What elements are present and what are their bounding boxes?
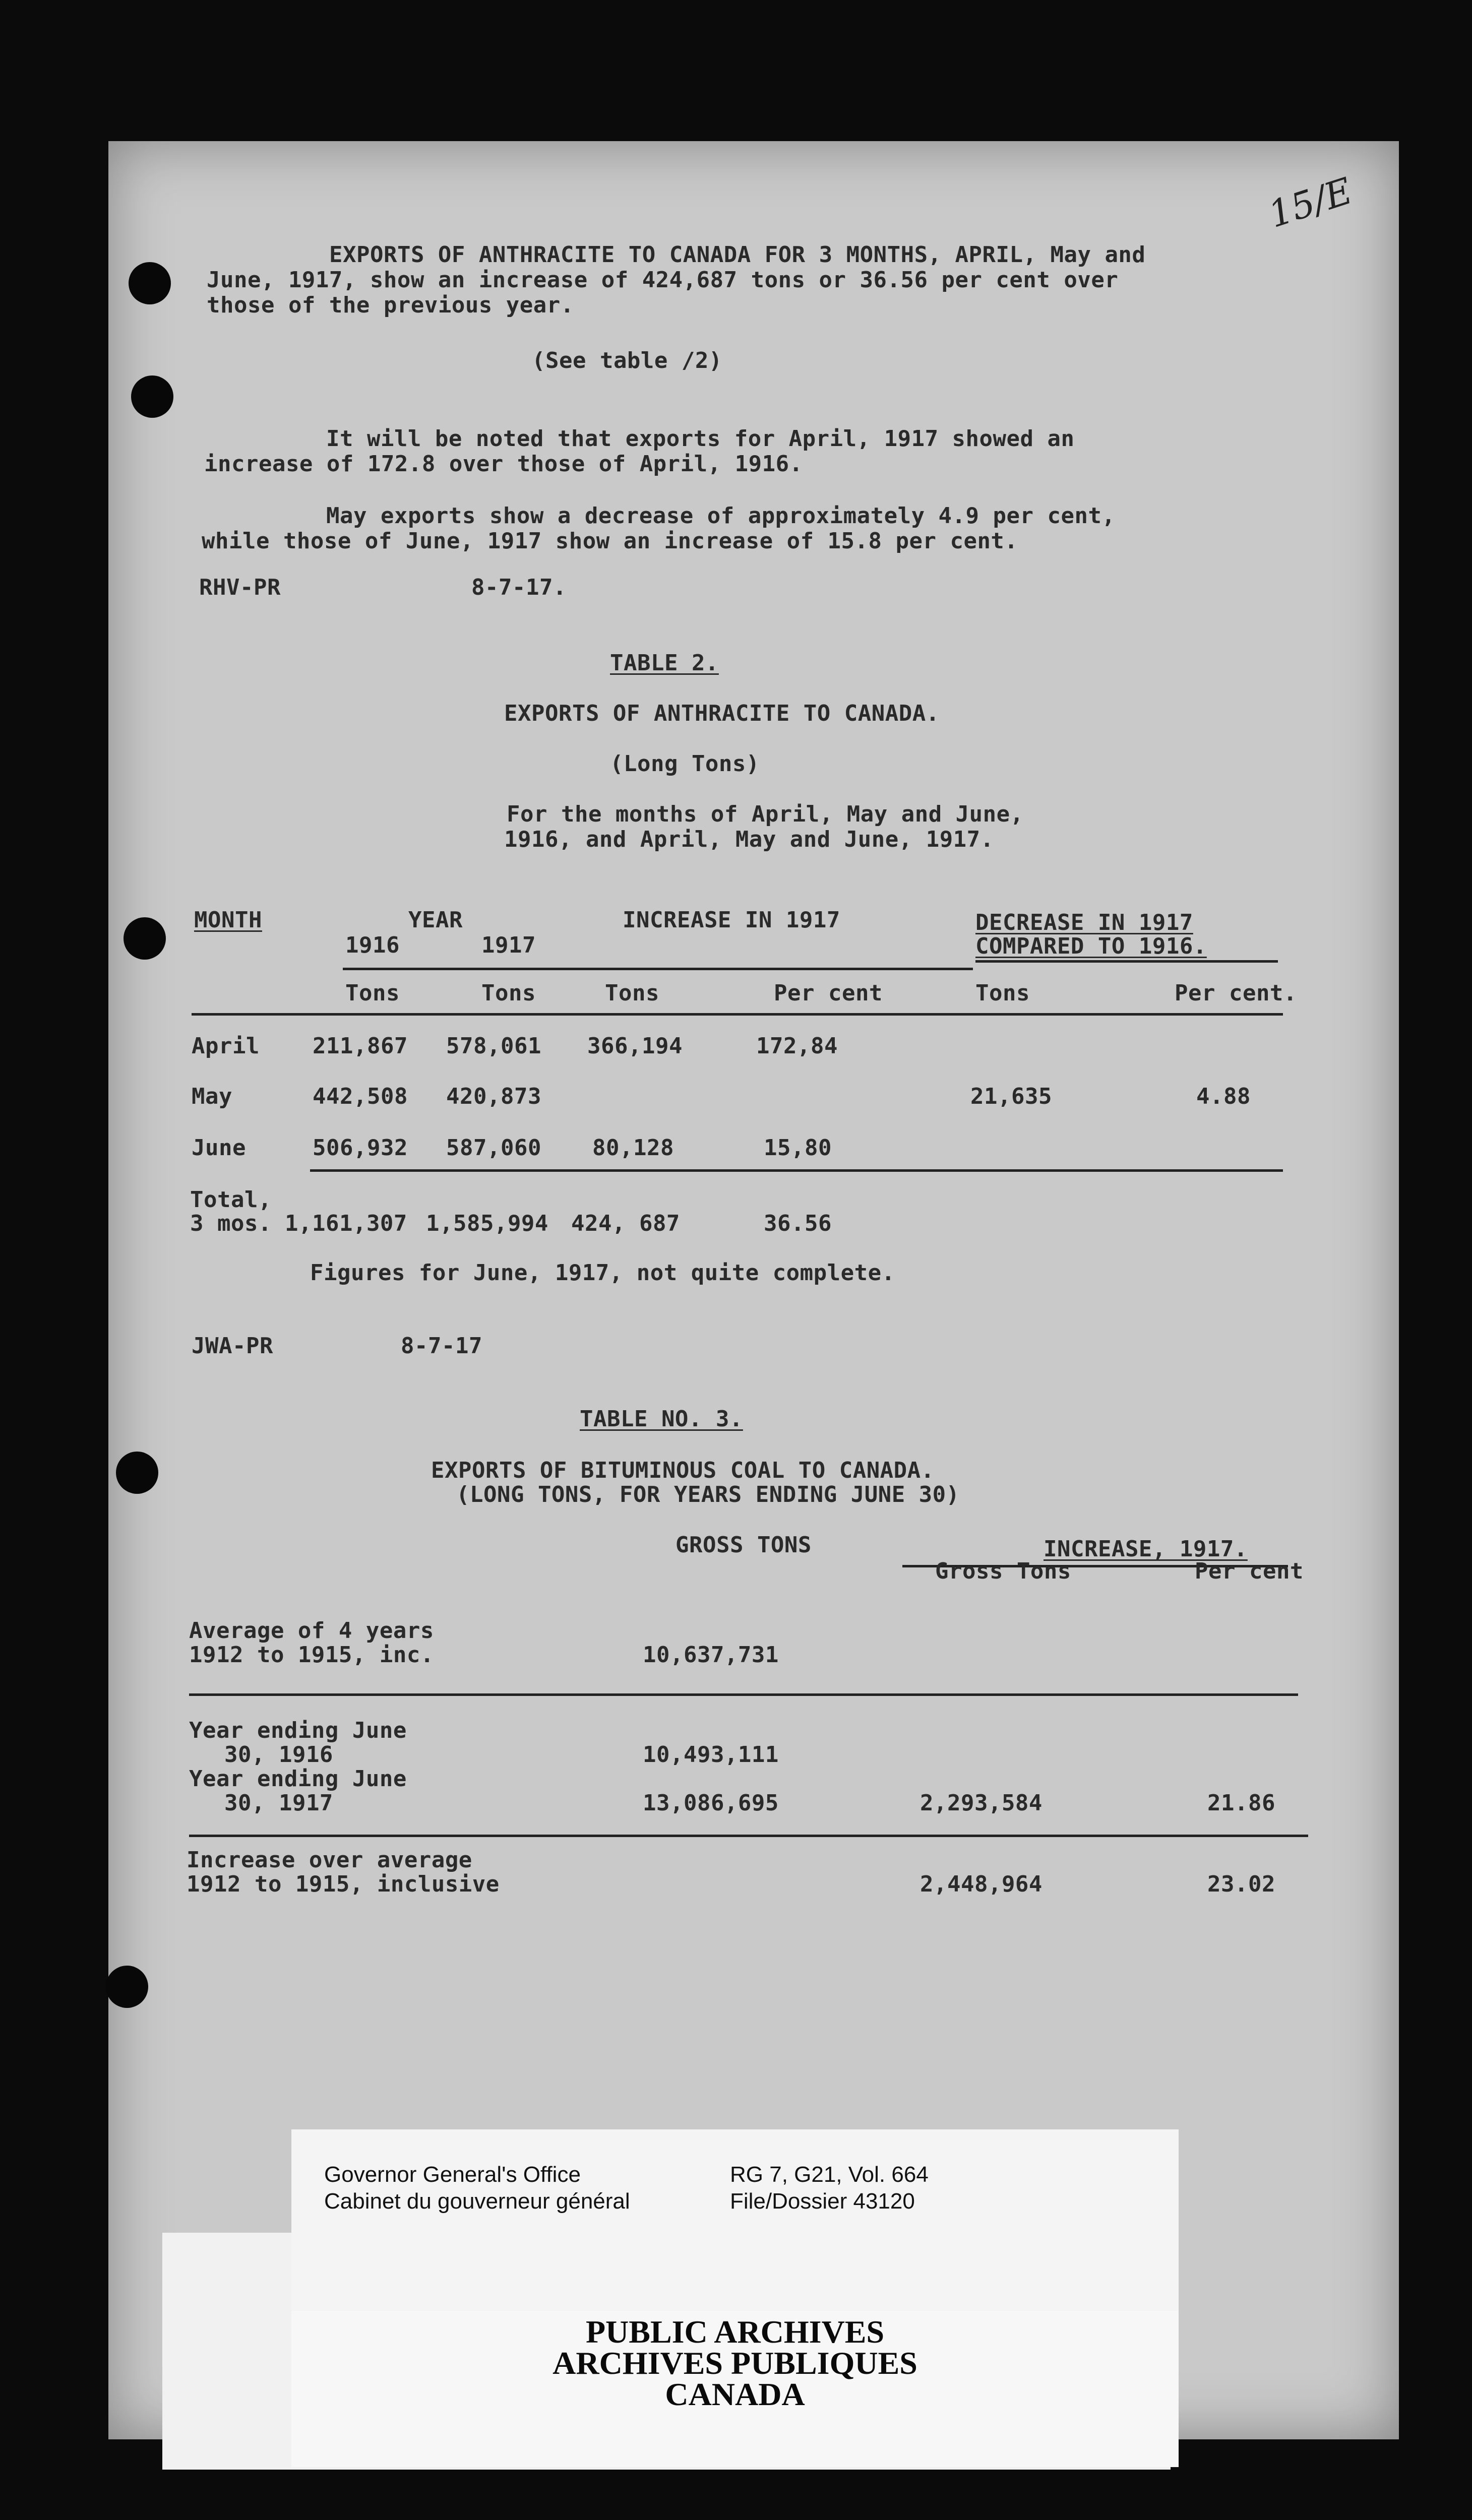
row-1916-label-1: Year ending June bbox=[189, 1718, 407, 1743]
col-head-1916: 1916 bbox=[345, 932, 400, 958]
row-june-month: June bbox=[192, 1135, 246, 1161]
subhead-tons-1917: Tons bbox=[481, 980, 536, 1006]
row-april-1916: 211,867 bbox=[313, 1033, 408, 1059]
row-increase-percent: 23.02 bbox=[1207, 1871, 1275, 1897]
table2-date: 8-7-17 bbox=[401, 1333, 482, 1359]
punch-hole bbox=[106, 1966, 148, 2008]
intro-initials: RHV-PR bbox=[199, 575, 281, 600]
punch-hole bbox=[116, 1452, 158, 1494]
col-head-decrease-1: DECREASE IN 1917 bbox=[975, 910, 1193, 935]
table2-subhead-rule bbox=[192, 1013, 1283, 1016]
row-june-1916: 506,932 bbox=[313, 1135, 408, 1161]
row-increase-label-2: 1912 to 1915, inclusive bbox=[187, 1871, 500, 1897]
table2-period-1: For the months of April, May and June, bbox=[507, 801, 1024, 827]
table3-subtitle: EXPORTS OF BITUMINOUS COAL TO CANADA. bbox=[431, 1458, 935, 1483]
table2-footnote: Figures for June, 1917, not quite complete. bbox=[310, 1260, 895, 1286]
col-head-1917: 1917 bbox=[481, 932, 536, 958]
para3-line-1: May exports show a decrease of approximately 4.9 per cent, bbox=[326, 503, 1116, 529]
row-average-label-1: Average of 4 years bbox=[189, 1618, 434, 1644]
row-average-gross: 10,637,731 bbox=[643, 1642, 779, 1668]
col-head-year: YEAR bbox=[408, 907, 463, 933]
punch-hole bbox=[124, 917, 166, 960]
intro-line-3: those of the previous year. bbox=[207, 292, 574, 318]
row-may-1917: 420,873 bbox=[446, 1084, 541, 1109]
col-head-increase: INCREASE IN 1917 bbox=[623, 907, 840, 933]
total-1916: 1,161,307 bbox=[285, 1211, 407, 1236]
intro-line-1: EXPORTS OF ANTHRACITE TO CANADA FOR 3 MONTHS, APRIL, May and bbox=[329, 242, 1146, 268]
table2-subtitle: EXPORTS OF ANTHRACITE TO CANADA. bbox=[504, 701, 940, 726]
para2-line-2: increase of 172.8 over those of April, 1916. bbox=[204, 451, 803, 477]
total-1917: 1,585,994 bbox=[426, 1211, 548, 1236]
col-head-month: MONTH bbox=[194, 907, 262, 933]
stamp-canada: CANADA bbox=[665, 2376, 805, 2412]
table2-body-rule bbox=[310, 1169, 1283, 1172]
intro-date: 8-7-17. bbox=[471, 575, 567, 600]
row-increase-label-1: Increase over average bbox=[187, 1847, 472, 1873]
subhead-percent: Per cent bbox=[1195, 1558, 1304, 1584]
table3-title: TABLE NO. 3. bbox=[580, 1406, 743, 1432]
file-dossier-ref: File/Dossier 43120 bbox=[730, 2189, 915, 2214]
office-name-fr: Cabinet du gouverneur général bbox=[324, 2189, 630, 2214]
row-may-1916: 442,508 bbox=[313, 1084, 408, 1109]
row-increase-value: 2,448,964 bbox=[920, 1871, 1042, 1897]
see-table-note: (See table /2) bbox=[532, 348, 722, 373]
table2-header-rule-dec bbox=[975, 960, 1278, 963]
row-april-inc-pct: 172,84 bbox=[756, 1033, 838, 1059]
archive-reference-label bbox=[291, 2129, 1179, 2311]
archive-stamp bbox=[291, 2311, 1179, 2467]
row-april-month: April bbox=[192, 1033, 260, 1059]
row-1916-gross: 10,493,111 bbox=[643, 1742, 779, 1768]
office-name-en: Governor General's Office bbox=[324, 2162, 581, 2187]
row-april-1917: 578,061 bbox=[446, 1033, 541, 1059]
subhead-percent-inc: Per cent bbox=[774, 980, 883, 1006]
para2-line-1: It will be noted that exports for April, 1917 showed an bbox=[326, 426, 1075, 452]
row-1917-percent: 21.86 bbox=[1207, 1790, 1275, 1816]
table3-rule-2 bbox=[189, 1835, 1308, 1837]
row-june-1917: 587,060 bbox=[446, 1135, 541, 1161]
document-page bbox=[108, 141, 1399, 2439]
row-may-month: May bbox=[192, 1084, 232, 1109]
row-1916-label-2: 30, 1916 bbox=[224, 1742, 333, 1768]
subhead-tons-dec: Tons bbox=[975, 980, 1030, 1006]
table2-title: TABLE 2. bbox=[610, 650, 719, 676]
table2-header-rule-inc bbox=[343, 968, 973, 970]
handwritten-annotation: 15/E bbox=[1263, 169, 1358, 236]
subhead-tons-1916: Tons bbox=[345, 980, 400, 1006]
total-label-1: Total, bbox=[190, 1187, 272, 1213]
col-head-decrease-2: COMPARED TO 1916. bbox=[975, 933, 1207, 959]
row-april-inc-tons: 366,194 bbox=[587, 1033, 683, 1059]
table2-unit: (Long Tons) bbox=[610, 751, 760, 777]
punch-hole bbox=[129, 262, 171, 304]
row-average-label-2: 1912 to 1915, inc. bbox=[189, 1642, 434, 1668]
subhead-gross-tons: Gross Tons bbox=[935, 1558, 1071, 1584]
stamp-public-archives: PUBLIC ARCHIVES bbox=[585, 2314, 885, 2350]
row-1917-gross: 13,086,695 bbox=[643, 1790, 779, 1816]
col-head-increase-1917: INCREASE, 1917. bbox=[1044, 1536, 1248, 1562]
table2-period-2: 1916, and April, May and June, 1917. bbox=[504, 827, 994, 852]
total-inc-pct: 36.56 bbox=[764, 1211, 832, 1236]
row-may-dec-pct: 4.88 bbox=[1196, 1084, 1251, 1109]
row-june-inc-tons: 80,128 bbox=[592, 1135, 674, 1161]
row-june-inc-pct: 15,80 bbox=[764, 1135, 832, 1161]
total-label-2: 3 mos. bbox=[190, 1211, 272, 1236]
subhead-tons-inc: Tons bbox=[605, 980, 659, 1006]
col-head-gross: GROSS TONS bbox=[676, 1532, 812, 1558]
row-may-dec-tons: 21,635 bbox=[970, 1084, 1052, 1109]
subhead-percent-dec: Per cent. bbox=[1175, 980, 1297, 1006]
row-1917-increase: 2,293,584 bbox=[920, 1790, 1042, 1816]
punch-hole bbox=[131, 375, 173, 418]
row-1917-label-1: Year ending June bbox=[189, 1766, 407, 1792]
table2-initials: JWA-PR bbox=[192, 1333, 273, 1359]
para3-line-2: while those of June, 1917 show an increase of 15.8 per cent. bbox=[202, 528, 1018, 554]
table3-rule-1 bbox=[189, 1693, 1298, 1696]
record-group-ref: RG 7, G21, Vol. 664 bbox=[730, 2162, 929, 2187]
row-1917-label-2: 30, 1917 bbox=[224, 1790, 333, 1816]
intro-line-2: June, 1917, show an increase of 424,687 tons or 36.56 per cent over bbox=[207, 267, 1119, 293]
table3-unit: (LONG TONS, FOR YEARS ENDING JUNE 30) bbox=[456, 1482, 960, 1507]
total-inc-tons: 424, 687 bbox=[571, 1211, 680, 1236]
stamp-archives-publiques: ARCHIVES PUBLIQUES bbox=[553, 2345, 917, 2381]
